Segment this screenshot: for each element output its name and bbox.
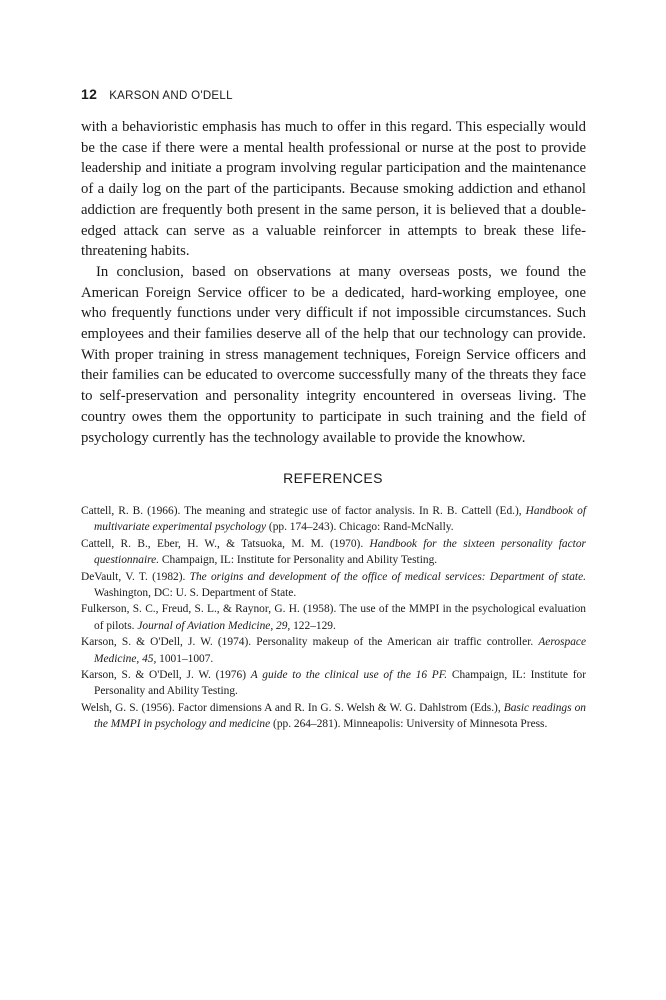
reference-item: Karson, S. & O'Dell, J. W. (1976) A guide to the clinical use of the 16 PF. Champaign, IL: Institute for Personality and Ability Testing. [81,669,586,698]
reference-item: Cattell, R. B., Eber, H. W., & Tatsuoka, M. M. (1970). Handbook for the sixteen personality factor questionnaire. Champaign, IL: Institute for Personality and Ability Testing. [81,537,586,567]
reference-item: Welsh, G. S. (1956). Factor dimensions A and R. In G. S. Welsh & W. G. Dahlstrom (Eds.), Basic readings on the MMPI in psychology and medicine (pp. 264–281). Minneapolis: University of Minnesota Press. [81,701,586,731]
body-paragraph: with a behavioristic emphasis has much to offer in this regard. This especially would be the case if there were a mental health professional or nurse at the post to provide leadership and initiate a program involving regular participation and the maintenance of a daily log on the part of the participants. Because smoking addiction and ethanol addiction are frequently both present in the same person, it is believed that a double-edged attack can serve as a valuable reinforcer in attempts to break these life-threatening habits. [81,119,586,260]
running-header [81,86,233,102]
reference-list [81,503,586,733]
reference-item: Fulkerson, S. C., Freud, S. L., & Raynor, G. H. (1958). The use of the MMPI in the psychological evaluation of pilots. Journal of Aviation Medicine, 29, 122–129. [81,603,586,632]
references-heading: REFERENCES [283,470,383,486]
reference-item: Karson, S. & O'Dell, J. W. (1974). Personality makeup of the American air traffic controller. Aerospace Medicine, 45, 1001–1007. [81,636,586,665]
body-text [81,117,586,448]
running-title: KARSON AND O'DELL [109,90,233,102]
body-paragraph: In conclusion, based on observations at many overseas posts, we found the American Foreign Service officer to be a dedicated, hard-working employee, one who frequently functions under very difficult if not impossible circumstances. Such employees and their families deserve all of the help that our technology can provide. With proper training in stress management techniques, Foreign Service officers and their families can be educated to overcome successfully many of the threats they face to self-preservation and personality integrity encountered in overseas living. The country owes them the opportunity to participate in such training and the field of psychology currently has the technology available to provide the knowhow. [81,263,586,446]
reference-item: DeVault, V. T. (1982). The origins and development of the office of medical services: Department of state. Washington, DC: U. S. Department of State. [81,570,586,600]
page-number: 12 [81,86,98,102]
reference-item: Cattell, R. B. (1966). The meaning and strategic use of factor analysis. In R. B. Cattell (Ed.), Handbook of multivariate experimental psychology (pp. 174–243). Chicago: Rand-McNally. [81,505,586,534]
